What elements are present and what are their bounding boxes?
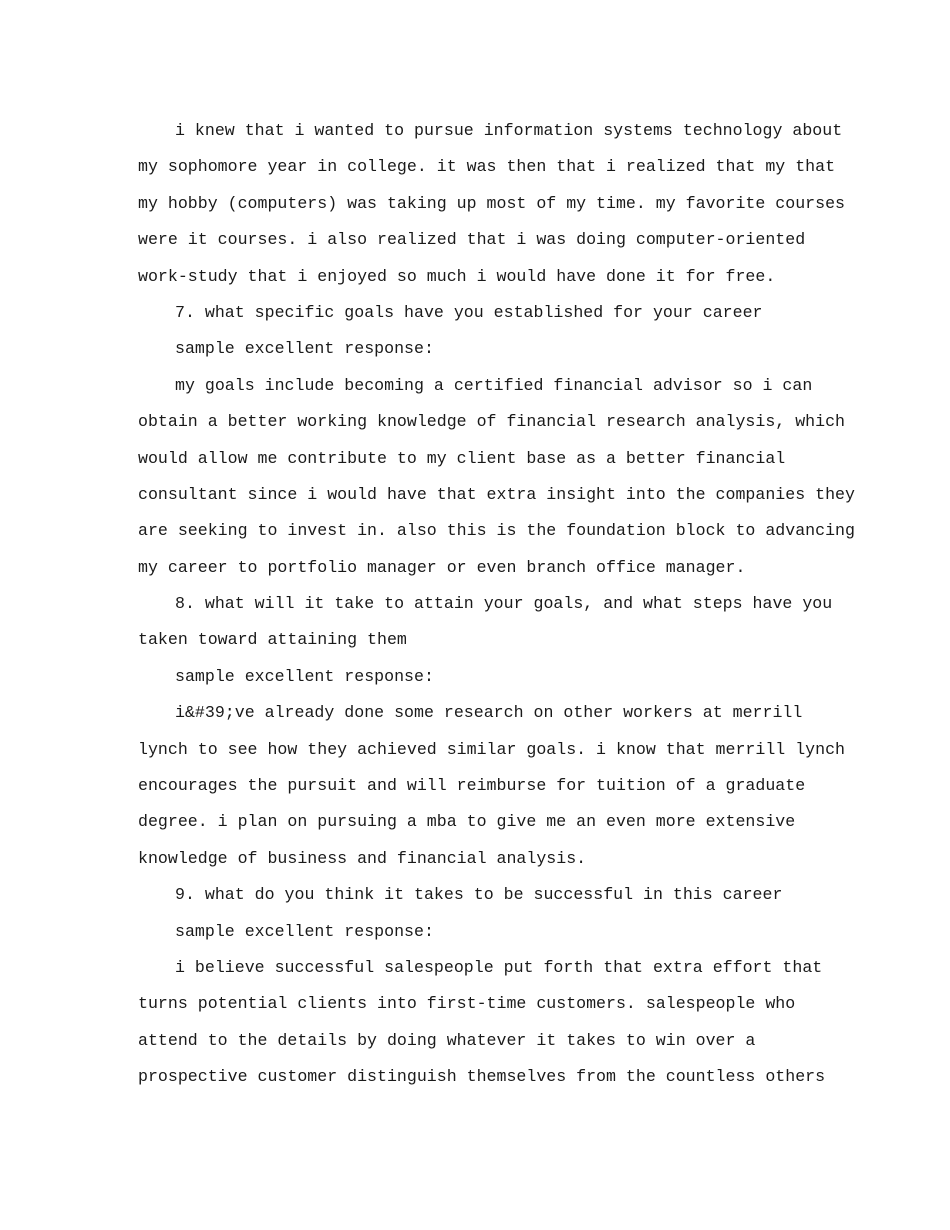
paragraph-line: knowledge of business and financial analysis.	[138, 848, 587, 868]
paragraph-line: degree. i plan on pursuing a mba to give me an even more extensive	[138, 812, 796, 832]
paragraph-line: would allow me contribute to my client base as a better financial	[138, 448, 786, 468]
paragraph-line: i believe successful salespeople put forth that extra effort that	[175, 957, 823, 977]
paragraph-line: my career to portfolio manager or even branch office manager.	[138, 557, 746, 577]
paragraph-line: i&#39;ve already done some research on other workers at merrill	[175, 703, 803, 723]
paragraph-line: my goals include becoming a certified financial advisor so i can	[175, 375, 813, 395]
paragraph-line: i knew that i wanted to pursue information systems technology about	[175, 121, 843, 140]
paragraph-line: work-study that i enjoyed so much i would have done it for free.	[138, 266, 776, 286]
response-label: sample excellent response:	[175, 921, 434, 941]
question-7: 7. what specific goals have you established for your career	[175, 302, 763, 322]
paragraph-line: lynch to see how they achieved similar goals. i know that merrill lynch	[138, 739, 846, 759]
question-8-continuation: taken toward attaining them	[138, 630, 407, 650]
paragraph-line: my hobby (computers) was taking up most of my time. my favorite courses	[138, 193, 846, 213]
response-label: sample excellent response:	[175, 666, 434, 686]
paragraph-line: my sophomore year in college. it was then that i realized that my that	[138, 157, 836, 177]
paragraph-line: prospective customer distinguish themselves from the countless others	[138, 1067, 826, 1087]
paragraph-line: attend to the details by doing whatever it takes to win over a	[138, 1030, 756, 1050]
paragraph-line: are seeking to invest in. also this is the foundation block to advancing	[138, 521, 855, 541]
paragraph-line: were it courses. i also realized that i was doing computer-oriented	[138, 230, 806, 250]
paragraph-line: encourages the pursuit and will reimburse for tuition of a graduate	[138, 776, 806, 796]
paragraph-line: turns potential clients into first-time customers. salespeople who	[138, 994, 796, 1014]
paragraph-line: consultant since i would have that extra insight into the companies they	[138, 484, 855, 504]
document-body	[138, 113, 855, 1096]
question-9: 9. what do you think it takes to be successful in this career	[175, 885, 783, 905]
response-label: sample excellent response:	[175, 339, 434, 359]
question-8: 8. what will it take to attain your goals, and what steps have you	[175, 594, 833, 614]
paragraph-line: obtain a better working knowledge of financial research analysis, which	[138, 412, 846, 432]
